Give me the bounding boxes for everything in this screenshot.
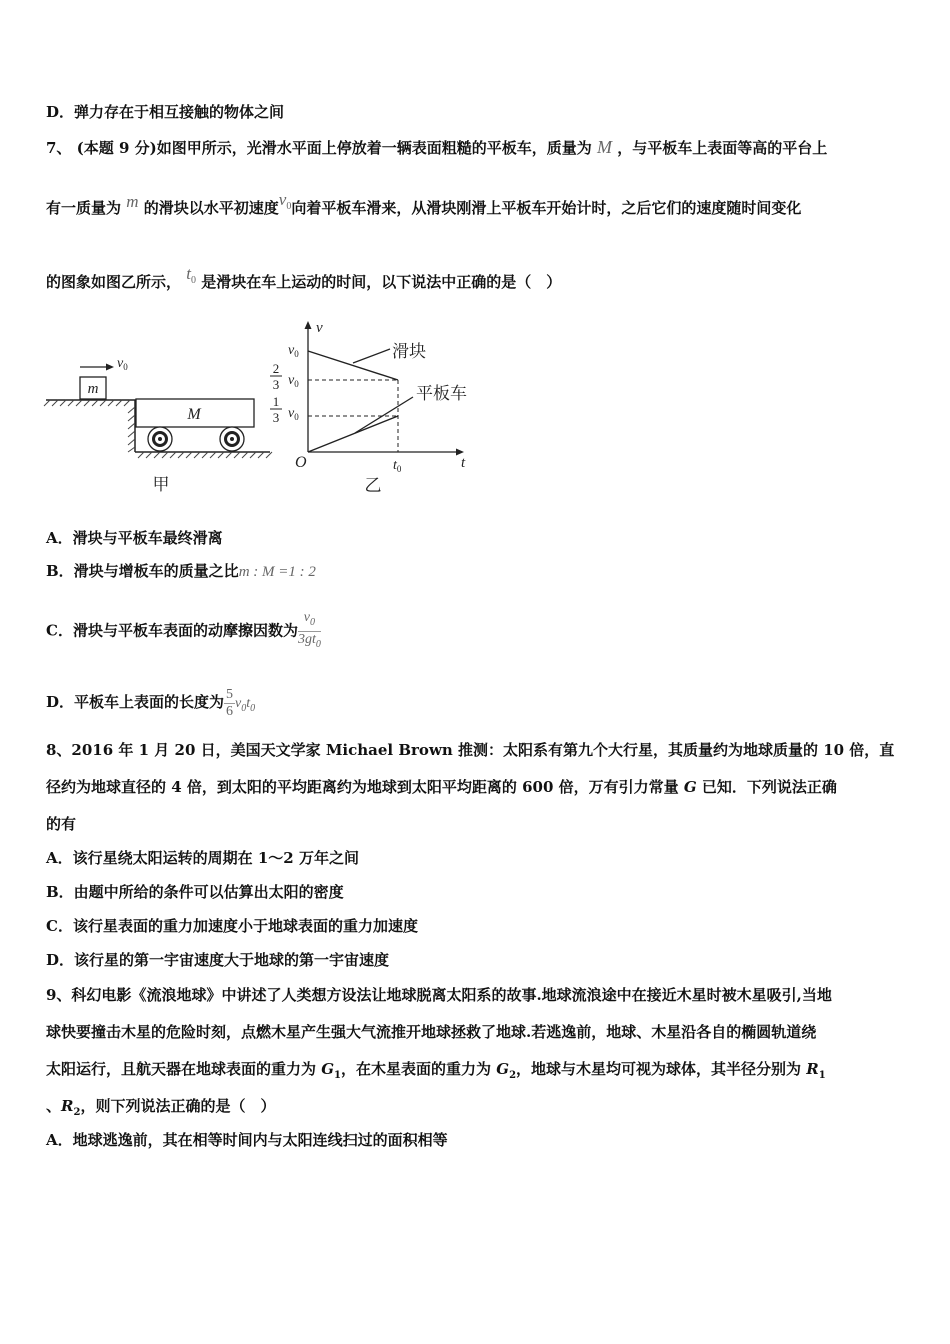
symbol-R2: R (61, 1097, 74, 1115)
q9-stem-line1: 9、科幻电影《流浪地球》中讲述了人类想方设法让地球脱离太阳系的故事.地球流浪途中在接近木星时被木星吸引,当地 (46, 986, 832, 1004)
q8-stem-line1: 8、2016 年 1 月 20 日，美国天文学家 Michael Brown 推测：太阳系有第九个大行星，其质量约为地球质量的 10 倍，直 (46, 741, 895, 759)
platform-hatching (44, 400, 130, 406)
tick-t0: $t_0$ (393, 458, 402, 474)
tick-v0: $v_0$ (288, 343, 299, 359)
q7-stem-line3 (46, 264, 562, 299)
q7-stem-2b: 的滑块以水平初速度 (143, 199, 279, 217)
q7-option-b-text: B．滑块与增板车的质量之比 (46, 562, 239, 580)
q7-stem-2c: 向着平板车滑来，从滑块刚滑上平板车开始计时，之后它们的速度随时间变化 (291, 199, 802, 217)
q7-stem-1b: ，与平板车上表面等高的平台上 (617, 139, 828, 157)
slider-label-leader (353, 349, 390, 363)
slider-velocity-line (308, 351, 398, 380)
v-axis-arrowhead (305, 321, 312, 329)
velocity-label: $v_0$ (117, 356, 128, 372)
q8-stem-line3: 的有 (46, 815, 77, 833)
frac-two-thirds-num: 2 (272, 361, 280, 376)
label-slider: 滑块 (392, 342, 426, 361)
symbol-m: m (126, 192, 139, 211)
symbol-G: G (683, 778, 697, 796)
v-axis-label: v (316, 320, 323, 336)
velocity-arrowhead (106, 364, 114, 371)
q7-option-d-fraction: $\frac{5}{6}$ (226, 686, 234, 719)
symbol-G2: G (496, 1060, 510, 1078)
block-label: m (87, 381, 99, 397)
q7-option-b-math: m : M =1 : 2 (238, 564, 316, 580)
q7-stem-3b: 是滑块在车上运动的时间，以下说法中正确的是（ ） (201, 273, 562, 291)
ground-hatching (138, 452, 272, 458)
cart-wheel-right (220, 427, 244, 451)
caption-yi: 乙 (364, 476, 382, 495)
q9-stem-line3: 太阳运行，且航天器在地球表面的重力为 $G_1$，在木星表面的重力为 $G_2$，地球与木星均可视为球体，其半径分别为 $R_1$ (46, 1060, 826, 1081)
cart-label-leader (355, 397, 413, 433)
cart-wheel-left (148, 427, 172, 451)
q7-option-c (46, 610, 321, 653)
q8-option-c: C．该行星表面的重力加速度小于地球表面的重力加速度 (46, 917, 418, 935)
q7-option-c-text: C．滑块与平板车表面的动摩擦因数为 (46, 621, 298, 640)
cart-velocity-line (308, 416, 398, 452)
q9-stem-line4: 、$R_2$，则下列说法正确的是（ ） (46, 1097, 276, 1118)
symbol-M: M (597, 137, 612, 157)
origin-label: O (295, 454, 307, 471)
q8-option-a: A．该行星绕太阳运转的周期在 1～2 万年之间 (46, 849, 359, 867)
q7-stem-line1 (46, 137, 827, 158)
q7-option-d (46, 682, 255, 729)
caption-jia: 甲 (152, 475, 170, 494)
q7-figure (40, 315, 490, 500)
q7-number: 7、 (46, 139, 72, 157)
figure-jia (44, 356, 272, 494)
q6-option-d: D．弹力存在于相互接触的物体之间 (46, 103, 285, 121)
symbol-R1: R (806, 1060, 819, 1078)
q7-points: (本题 9 分) (76, 139, 157, 157)
q7-option-a: A．滑块与平板车最终滑离 (46, 529, 223, 547)
q7-stem-3a: 的图象如图乙所示， (46, 273, 182, 291)
frac-one-third-den: 3 (272, 410, 280, 425)
q7-option-d-text: D．平板车上表面的长度为 (46, 693, 225, 711)
q8-option-d: D．该行星的第一宇宙速度大于地球的第一宇宙速度 (46, 951, 390, 969)
t-axis-label: t (461, 455, 466, 471)
q7-stem-2a: 有一质量为 (46, 199, 122, 217)
q7-option-b (46, 561, 316, 582)
symbol-v0-sub: 0 (286, 201, 292, 212)
q7-stem-line2 (46, 190, 802, 225)
frac-two-thirds-den: 3 (272, 377, 280, 392)
q7-stem-1a: 如图甲所示，光滑水平面上停放着一辆表面粗糙的平板车，质量为 (156, 139, 592, 157)
q8-option-b: B．由题中所给的条件可以估算出太阳的密度 (46, 883, 344, 901)
symbol-G1: G (321, 1060, 335, 1078)
q7-option-d-tail: $v_0t_0$ (235, 696, 256, 714)
wall-hatching (128, 407, 135, 452)
figure-yi (270, 320, 467, 495)
tick-two-thirds-v0: $v_0$ (288, 373, 299, 389)
symbol-t0: t (186, 264, 191, 283)
q9-stem-line2: 球快要撞击木星的危险时刻，点燃木星产生强大气流推开地球拯救了地球.若逃逸前，地球、木星沿各自的椭圆轨道绕 (46, 1023, 817, 1041)
q8-stem-line2: 径约为地球直径的 4 倍，到太阳的平均距离约为地球到太阳平均距离的 600 倍，万有引力常量 G 已知．下列说法正确 (46, 778, 837, 796)
label-cart: 平板车 (416, 384, 467, 403)
cart-label: M (187, 406, 201, 423)
tick-one-third-v0: $v_0$ (288, 406, 299, 422)
q7-option-c-fraction: $\frac{v_0}{3gt_0}$ (297, 610, 321, 650)
symbol-t0-sub: 0 (190, 275, 196, 286)
frac-one-third-num: 1 (272, 394, 280, 409)
symbol-v0: v (278, 190, 287, 209)
q9-option-a: A．地球逃逸前，其在相等时间内与太阳连线扫过的面积相等 (46, 1131, 448, 1149)
